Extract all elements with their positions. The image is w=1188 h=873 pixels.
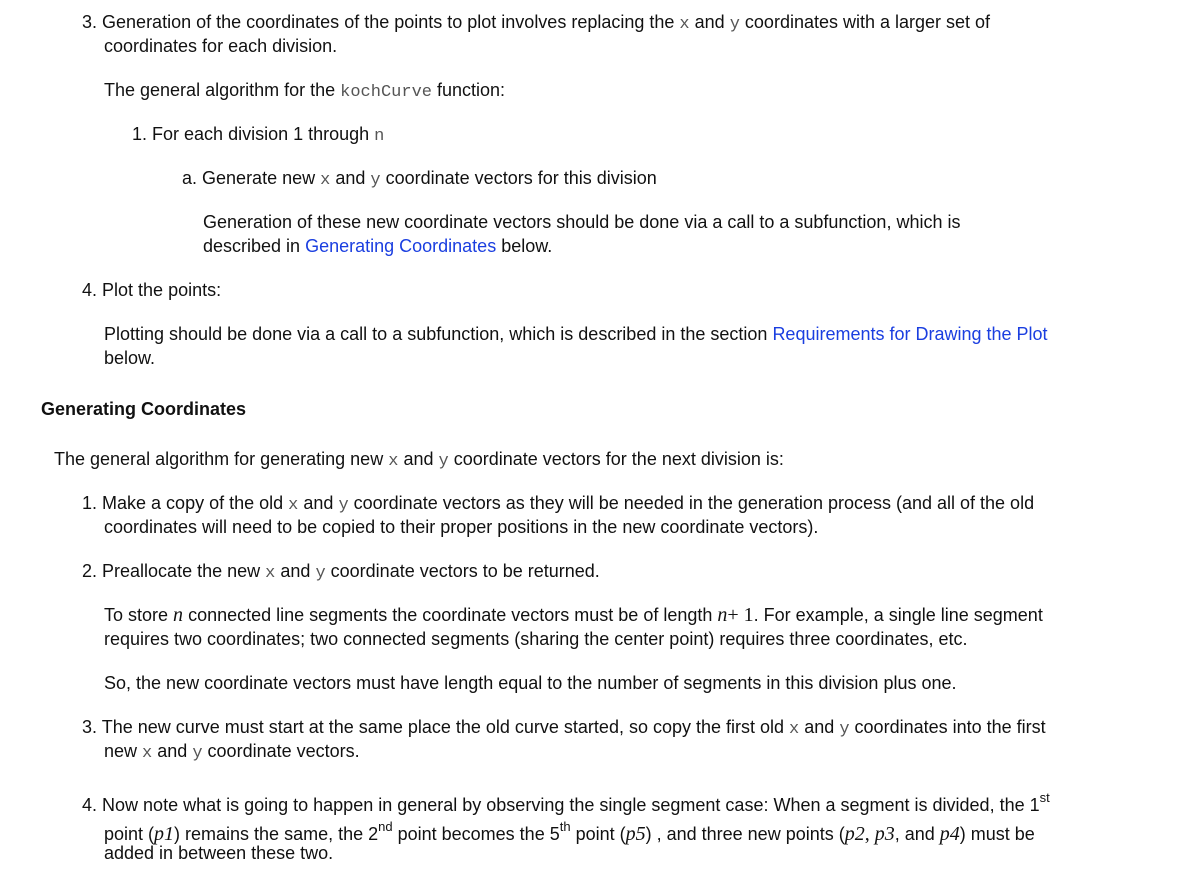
gen-step-4-line-2: point (p1) remains the same, the 2nd point becomes the 5th point (p5) , and three new points (p2, p3, and p4) must be — [104, 819, 1035, 845]
generating-coordinates-link[interactable]: Generating Coordinates — [305, 236, 497, 256]
section-heading-generating-coordinates: Generating Coordinates — [41, 399, 247, 419]
step-3-text: Generation of the coordinates of the points to plot involves replacing the — [102, 12, 675, 32]
substep-1: 1. For each division 1 through n — [132, 124, 385, 146]
step-3-line-2: coordinates for each division. — [104, 36, 338, 56]
kochcurve-algorithm-intro: The general algorithm for the kochCurve function: — [104, 80, 506, 102]
gen-step-1-line-1: 1. Make a copy of the old x and y coordinate vectors as they will be needed in the generation process (and all of the old — [82, 493, 1035, 515]
step-3-line-1: 3. Generation of the coordinates of the points to plot involves replacing the x and y coordinates with a larger set of — [82, 12, 991, 34]
requirements-drawing-plot-link[interactable]: Requirements for Drawing the Plot — [772, 324, 1048, 344]
generation-note-line-2: described in Generating Coordinates below. — [203, 236, 553, 256]
y-code: y — [729, 15, 740, 34]
kochcurve-code: kochCurve — [340, 83, 432, 102]
gen-step-2-note-1-line-1: To store n connected line segments the coordinate vectors must be of length n+ 1. For example, a single line segment — [104, 604, 1043, 626]
gen-step-3-line-2: new x and y coordinate vectors. — [104, 741, 360, 763]
gen-step-4-line-1: 4. Now note what is going to happen in general by observing the single segment case: When a segment is divided, the 1st — [82, 790, 1050, 815]
gen-step-3-line-1: 3. The new curve must start at the same place the old curve started, so copy the first old x and y coordinates into the first — [82, 717, 1046, 739]
gen-step-2-note-2: So, the new coordinate vectors must have length equal to the number of segments in this division plus one. — [104, 673, 957, 693]
step-3-number: 3. — [82, 12, 98, 32]
substep-a: a. Generate new x and y coordinate vectors for this division — [182, 168, 657, 190]
plot-note-line-2: below. — [104, 348, 156, 368]
x-code: x — [679, 15, 690, 34]
gen-step-4-line-3: added in between these two. — [104, 843, 334, 863]
generating-intro: The general algorithm for generating new x and y coordinate vectors for the next division is: — [54, 449, 784, 471]
gen-step-2: 2. Preallocate the new x and y coordinate vectors to be returned. — [82, 561, 600, 583]
gen-step-2-note-1-line-2: requires two coordinates; two connected segments (sharing the center point) requires three coordinates, etc. — [104, 629, 968, 649]
plot-note-line-1: Plotting should be done via a call to a subfunction, which is described in the section Requirements for Drawing the Plot — [104, 324, 1048, 344]
generation-note-line-1: Generation of these new coordinate vectors should be done via a call to a subfunction, which is — [203, 212, 961, 232]
step-4: 4. Plot the points: — [82, 280, 222, 300]
gen-step-1-line-2: coordinates will need to be copied to their proper positions in the new coordinate vectors). — [104, 517, 819, 537]
